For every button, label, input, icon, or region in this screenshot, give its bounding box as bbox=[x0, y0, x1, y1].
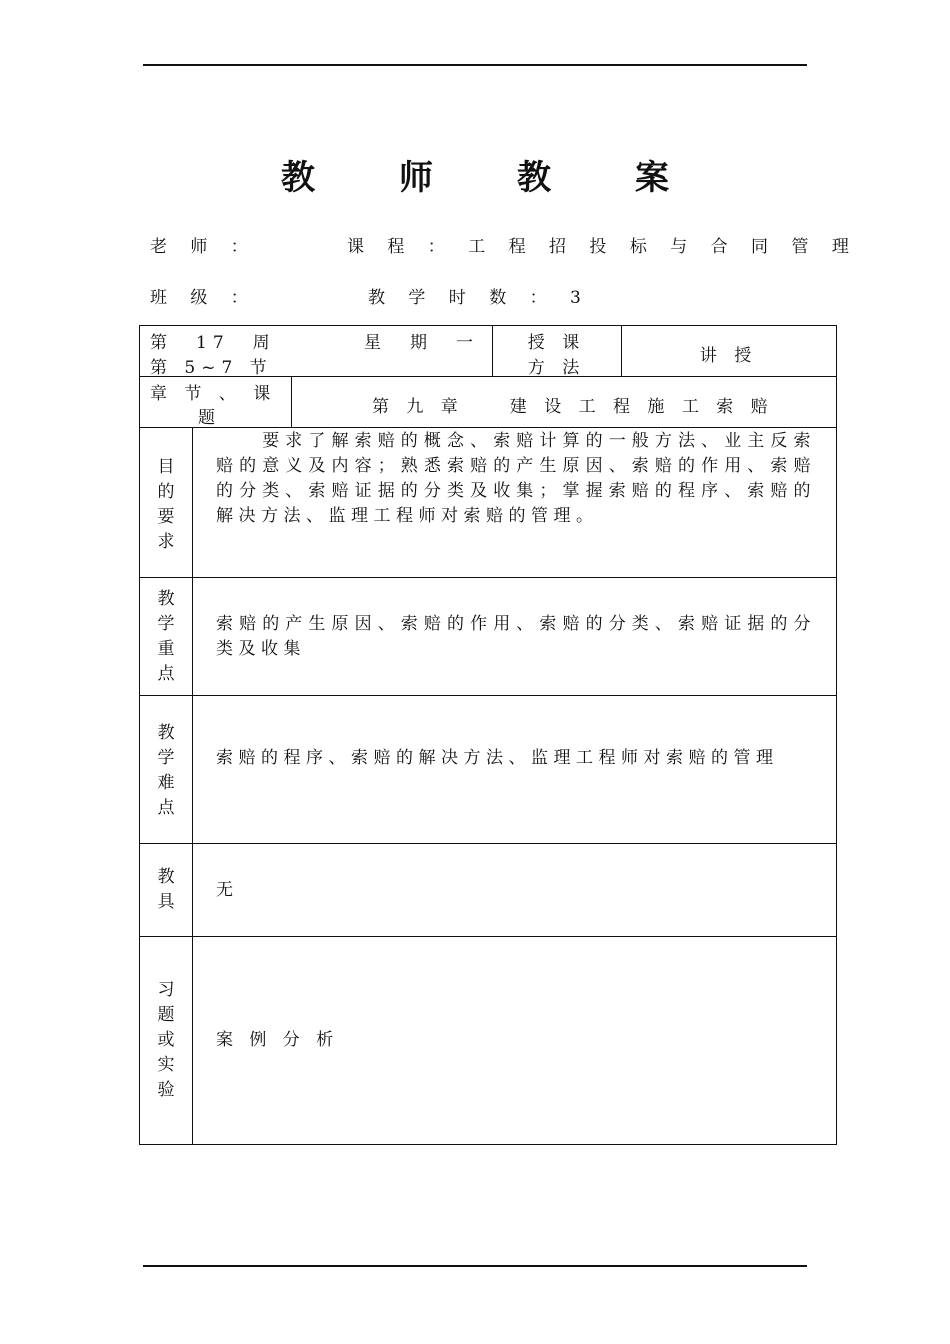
tools-row bbox=[140, 843, 836, 936]
course-field bbox=[347, 232, 858, 257]
title-char: 师 bbox=[399, 158, 433, 198]
weekday-text: 星 期 一 bbox=[364, 333, 479, 353]
chapter-value: 第 九 章 建 设 工 程 施 工 索 赔 bbox=[372, 397, 774, 417]
method-value: 讲 授 bbox=[699, 346, 758, 366]
key-points-text: 索赔的产生原因、索赔的作用、索赔的分类、索赔证据的分类及收集 bbox=[216, 614, 816, 659]
footer-rule bbox=[143, 1265, 807, 1267]
key-points-row bbox=[140, 577, 836, 695]
hours-value: 3 bbox=[570, 288, 590, 308]
difficulties-label: 教 学 难 点 bbox=[157, 723, 175, 818]
difficulties-text: 索赔的程序、索赔的解决方法、监理工程师对索赔的管理 bbox=[216, 748, 779, 768]
schedule-cell bbox=[140, 326, 492, 376]
key-points-label: 教 学 重 点 bbox=[157, 589, 175, 684]
chapter-label-line2: 题 bbox=[198, 408, 221, 428]
document-title bbox=[0, 150, 950, 199]
tools-text: 无 bbox=[216, 880, 239, 900]
week-text: 第 17 周 bbox=[150, 333, 276, 353]
hours-label: 教 学 时 数 ： bbox=[368, 288, 556, 308]
teacher-label: 老 师 ： bbox=[150, 237, 257, 257]
tools-label: 教 具 bbox=[157, 867, 175, 912]
exercises-row bbox=[140, 936, 836, 1144]
teacher-field bbox=[150, 232, 257, 257]
difficulties-row bbox=[140, 695, 836, 843]
class-label: 班 级 ： bbox=[150, 288, 257, 308]
title-char: 教 bbox=[281, 158, 315, 198]
title-char: 案 bbox=[635, 158, 669, 198]
exercises-text: 案 例 分 析 bbox=[216, 1030, 339, 1050]
objectives-label: 目 的 要 求 bbox=[157, 457, 175, 552]
hours-field bbox=[368, 283, 590, 308]
header-rule bbox=[143, 64, 807, 66]
course-value: 工 程 招 投 标 与 合 同 管 理 bbox=[468, 237, 858, 257]
objectives-row bbox=[140, 427, 836, 577]
lesson-plan-table bbox=[139, 325, 837, 1145]
title-char: 教 bbox=[517, 158, 551, 198]
exercises-label: 习 题 或 实 验 bbox=[157, 980, 175, 1100]
method-value-cell bbox=[621, 326, 836, 376]
method-label-cell bbox=[492, 326, 621, 376]
chapter-value-cell bbox=[291, 376, 836, 427]
chapter-label-line1: 章 节 、 课 bbox=[150, 384, 277, 404]
method-label-line1: 授 课 bbox=[527, 333, 586, 353]
periods-text: 第 5~7 节 bbox=[150, 358, 273, 378]
class-field bbox=[150, 283, 257, 308]
objectives-text: 要求了解索赔的概念、索赔计算的一般方法、业主反索赔的意义及内容；熟悉索赔的产生原因、索赔的作用、索赔的分类、索赔证据的分类及收集；掌握索赔的程序、索赔的解决方法、监理工程师对索赔的管理。 bbox=[216, 431, 816, 526]
method-label-line2: 方 法 bbox=[527, 358, 586, 378]
course-label: 课 程 ： bbox=[347, 237, 454, 257]
chapter-label-cell bbox=[140, 376, 291, 427]
